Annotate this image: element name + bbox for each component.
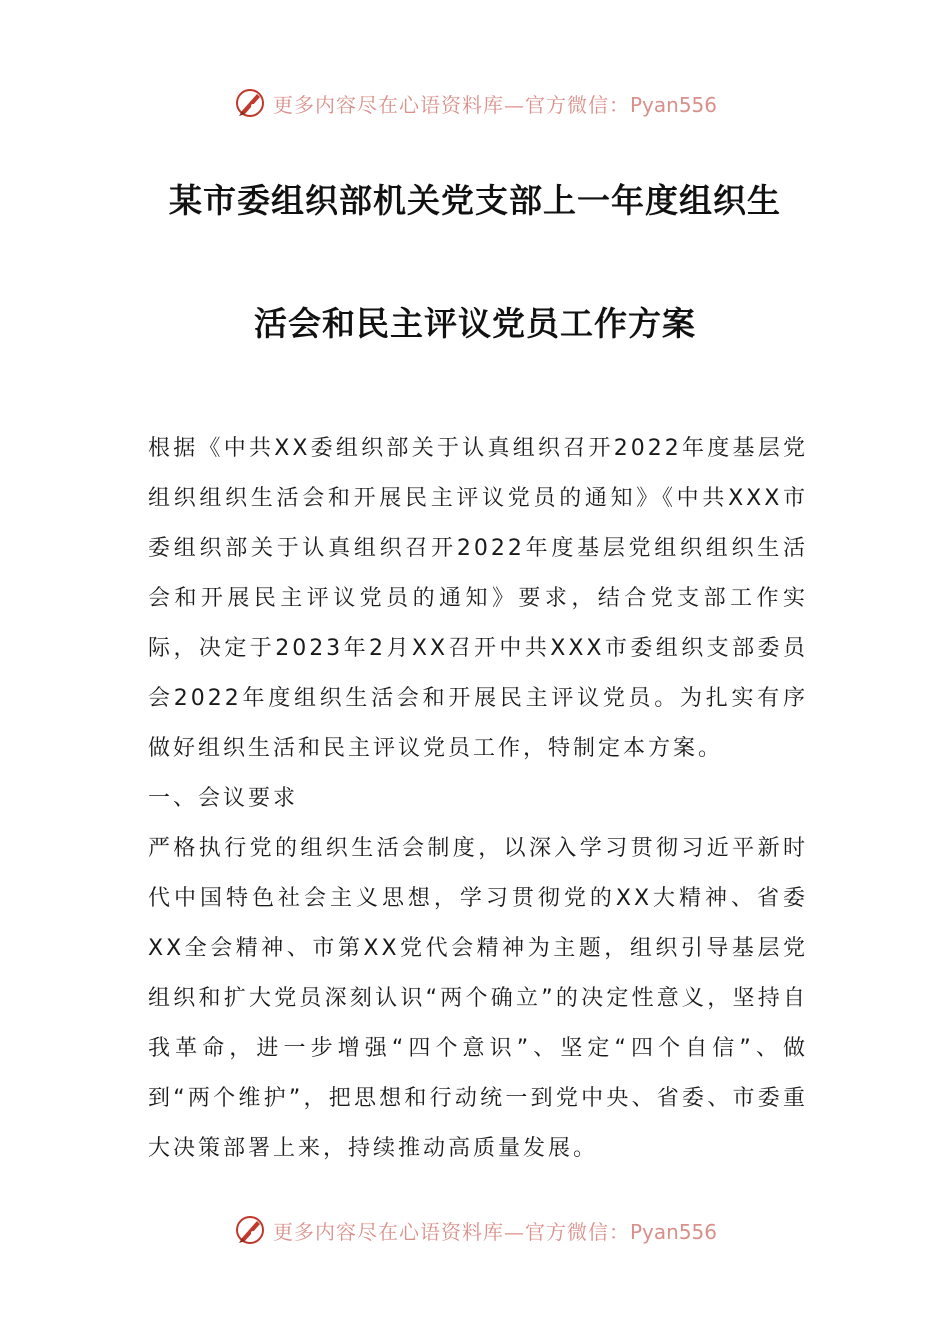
header-watermark: [0, 83, 950, 123]
watermark-text: 更多内容尽在心语资料库—官方微信：Pyan556: [272, 92, 717, 117]
watermark-brand: Pyan556: [629, 1219, 717, 1244]
document-title-line-2: 活会和民主评议党员工作方案: [254, 304, 696, 343]
footer-watermark: [0, 1210, 950, 1250]
intro-paragraph: 根据《中共XX委组织部关于认真组织召开2022年度基层党组织组织生活会和开展民主评议党员的通知》《中共XXX市委组织部关于认真组织召开2022年度基层党组织组织生活会和开展民主评议党员的通知》要求，结合党支部工作实际，决定于2023年2月XX召开中共XXX市委组织支部委员会2022年度组织生活会和开展民主评议党员。为扎实有序做好组织生活和民主评议党员工作，特制定本方案。: [148, 436, 808, 761]
pen-logo-icon: [233, 86, 267, 120]
pen-logo-icon: [233, 1213, 267, 1247]
section-paragraph: 严格执行党的组织生活会制度，以深入学习贯彻习近平新时代中国特色社会主义思想，学习贯彻党的XX大精神、省委XX全会精神、市第XX党代会精神为主题，组织引导基层党组织和扩大党员深刻认识“两个确立”的决定性意义，坚持自我革命，进一步增强“四个意识”、坚定“四个自信”、做到“两个维护”，把思想和行动统一到党中央、省委、市委重大决策部署上来，持续推动高质量发展。: [148, 836, 808, 1161]
document-title-line-1: 某市委组织部机关党支部上一年度组织生: [169, 181, 781, 220]
watermark-brand: Pyan556: [629, 92, 717, 117]
document-body: [148, 424, 808, 1174]
section-heading: 一、会议要求: [148, 786, 299, 811]
watermark-text: 更多内容尽在心语资料库—官方微信：Pyan556: [272, 1219, 717, 1244]
